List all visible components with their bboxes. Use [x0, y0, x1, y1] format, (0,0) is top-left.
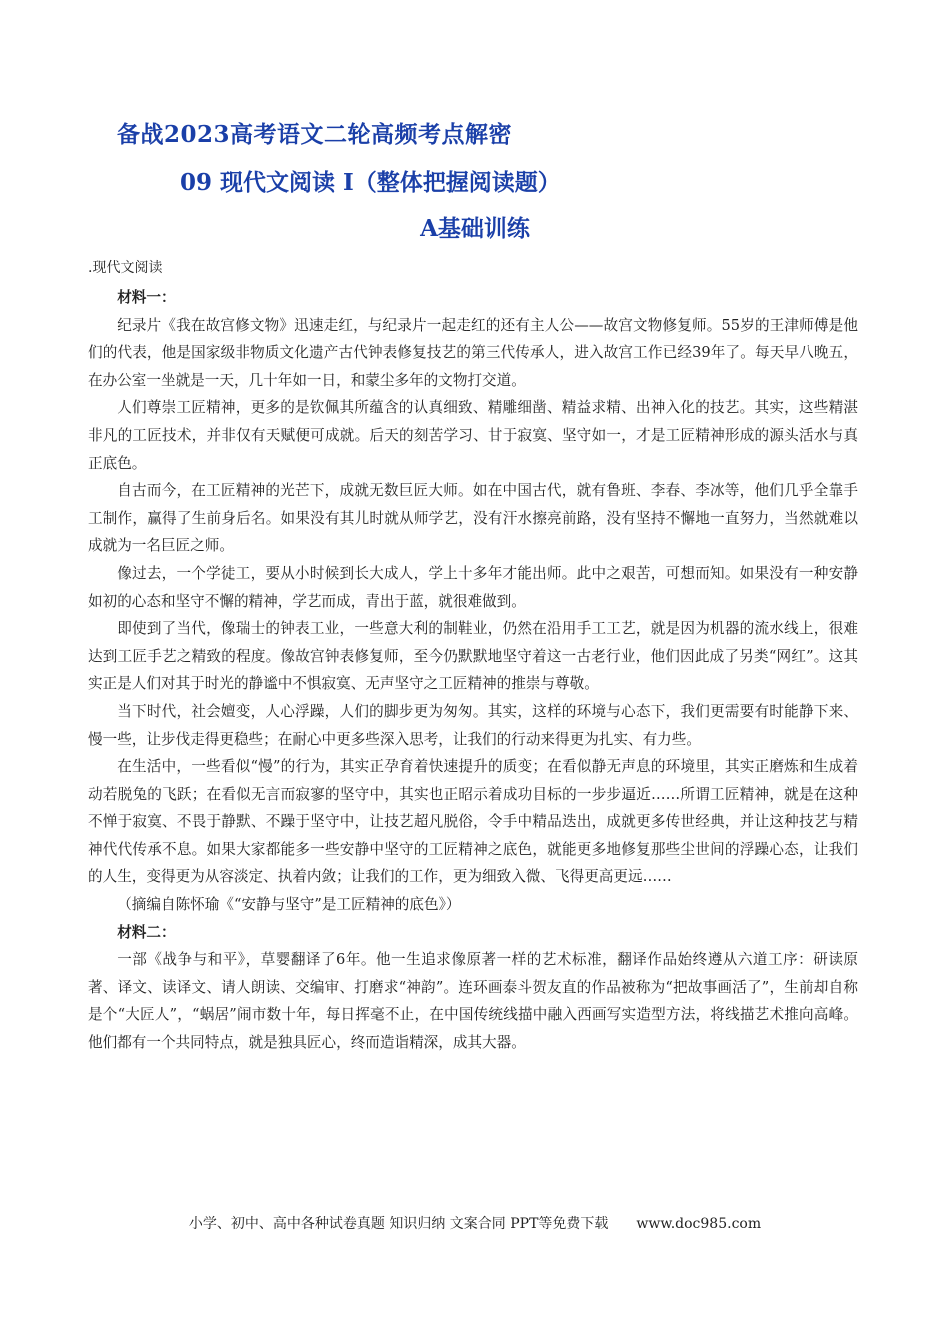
paragraph: 人们尊崇工匠精神，更多的是钦佩其所蕴含的认真细致、精雕细凿、精益求精、出神入化的技艺。其实，这些精湛非凡的工匠技术，并非仅有天赋便可成就。后天的刻苦学习、甘于寂寞、坚守如一，才是工匠精神形成的源头活水与真正底色。: [88, 399, 858, 472]
page-footer: [0, 1213, 950, 1233]
paragraph: 像过去，一个学徒工，要从小时候到长大成人，学上十多年才能出师。此中之艰苦，可想而知。如果没有一种安静如初的心态和坚守不懈的精神，学艺而成，青出于蓝，就很难做到。: [88, 564, 858, 610]
section-title: A基础训练: [420, 215, 530, 242]
paragraph: 自古而今，在工匠精神的光芒下，成就无数巨匠大师。如在中国古代，就有鲁班、李春、李冰等，他们几乎全靠手工制作，赢得了生前身后名。如果没有其儿时就从师学艺，没有汗水擦亮前路，没有坚持不懈地一直努力，当然就难以成就为一名巨匠之师。: [88, 482, 858, 555]
material-two-heading: 材料二：: [117, 923, 176, 941]
paragraph: 当下时代，社会嬗变，人心浮躁，人们的脚步更为匆匆。其实，这样的环境与心态下，我们更需要有时能静下来、慢一些，让步伐走得更稳些；在耐心中更多些深入思考，让我们的行动来得更为扎实、有力些。: [88, 702, 858, 748]
paragraph: 一部《战争与和平》，草婴翻译了6年。他一生追求像原著一样的艺术标准，翻译作品始终遵从六道工序：研读原著、译文、读译文、请人朗读、交编审、打磨求“神韵”。连环画泰斗贺友直的作品被称为“把故事画活了”，生前却自称是个“大匠人”，“蜗居”闹市数十年，每日挥毫不止，在中国传统线描中融入西画写实造型方法，将线描艺术推向高峰。他们都有一个共同特点，就是独具匠心，终而造诣精深，成其大器。: [88, 951, 858, 1052]
source-citation: （摘编自陈怀瑜《“安静与坚守”是工匠精神的底色》）: [117, 896, 461, 914]
reading-passage: [88, 284, 858, 1057]
material-one-heading: 材料一：: [117, 289, 176, 306]
document-subtitle: 09 现代文阅读 I（整体把握阅读题）: [180, 169, 561, 196]
footer-url: www.doc985.com: [636, 1216, 762, 1232]
footer-text: 小学、初中、高中各种试卷真题 知识归纳 文案合同 PPT等免费下载: [188, 1216, 609, 1232]
question-section-label: .现代文阅读: [88, 260, 163, 276]
paragraph: 纪录片《我在故宫修文物》迅速走红，与纪录片一起走红的还有主人公——故宫文物修复师。55岁的王津师傅是他们的代表，他是国家级非物质文化遗产古代钟表修复技艺的第三代传承人，进入故宫工作已经39年了。每天早八晚五，在办公室一坐就是一天，几十年如一日，和蒙尘多年的文物打交道。: [88, 316, 858, 389]
paragraph: 在生活中，一些看似“慢”的行为，其实正孕育着快速提升的质变；在看似静无声息的环境里，其实正磨炼和生成着动若脱兔的飞跃；在看似无言而寂寥的坚守中，其实也正昭示着成功目标的一步步逼近……所谓工匠精神，就是在这种不惮于寂寞、不畏于静默、不躁于坚守中，让技艺超凡脱俗，令手中精品迭出，成就更多传世经典，并让这种技艺与精神代代传承不息。如果大家都能多一些安静中坚守的工匠精神之底色，就能更多地修复那些尘世间的浮躁心态，让我们的人生，变得更为从容淡定、执着内敛；让我们的工作，更为细致入微、飞得更高更远……: [88, 758, 858, 886]
paragraph: 即使到了当代，像瑞士的钟表工业，一些意大利的制鞋业，仍然在沿用手工工艺，就是因为机器的流水线上，很难达到工匠手艺之精致的程度。像故宫钟表修复师，至今仍默默地坚守着这一古老行业，他们因此成了另类“网红”。这其实正是人们对其于时光的静谧中不惧寂寞、无声坚守之工匠精神的推崇与尊敬。: [88, 620, 858, 693]
document-title: 备战2023高考语文二轮高频考点解密: [117, 121, 513, 148]
